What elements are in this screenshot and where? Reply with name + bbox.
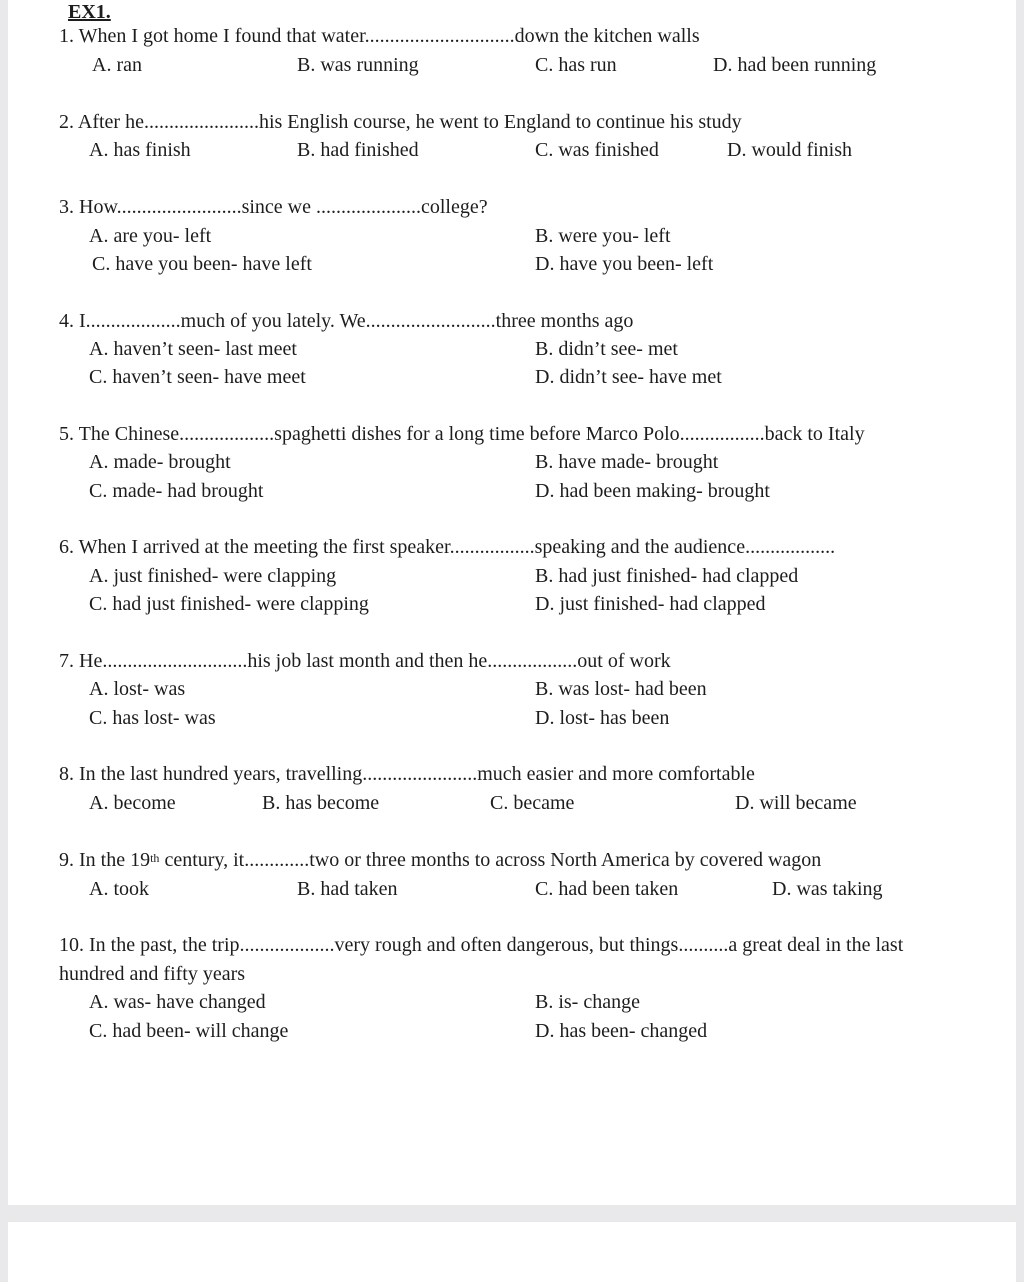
question-2-option-c: C. was finished (535, 139, 659, 161)
question-5-option-b: B. have made- brought (535, 451, 719, 473)
question-4-option-b: B. didn’t see- met (535, 338, 678, 360)
question-7-option-d: D. lost- has been (535, 707, 670, 729)
question-1-option-a: A. ran (92, 54, 142, 76)
question-4-option-c: C. haven’t seen- have meet (89, 366, 306, 388)
question-6-option-d: D. just finished- had clapped (535, 593, 766, 615)
question-10-stem-line-2: hundred and fifty years (59, 963, 246, 985)
question-7-option-b: B. was lost- had been (535, 678, 707, 700)
question-4-option-a: A. haven’t seen- last meet (89, 338, 297, 360)
question-3-stem: 3. How.........................since we .....................college? (59, 196, 488, 218)
question-8-option-a: A. become (89, 792, 176, 814)
question-8-option-c: C. became (490, 792, 575, 814)
question-3-option-d: D. have you been- left (535, 253, 714, 275)
question-1-stem: 1. When I got home I found that water..............................down the kitchen walls (59, 25, 700, 47)
question-9-stem (59, 848, 821, 872)
question-4-stem: 4. I...................much of you lately. We..........................three months ago (59, 310, 634, 332)
next-page-edge (8, 1222, 1016, 1282)
question-2-stem: 2. After he.......................his English course, he went to England to continue his study (59, 111, 742, 133)
question-8-option-d: D. will became (735, 792, 857, 814)
question-6-stem: 6. When I arrived at the meeting the first speaker.................speaking and the audience.................. (59, 536, 836, 558)
question-9-option-c: C. had been taken (535, 878, 679, 900)
question-9-stem-start: 9. In the 19 (59, 849, 151, 871)
question-6-option-c: C. had just finished- were clapping (89, 593, 369, 615)
question-5-option-a: A. made- brought (89, 451, 231, 473)
question-8-stem: 8. In the last hundred years, travelling.......................much easier and more comfortable (59, 763, 755, 785)
question-7-stem: 7. He.............................his job last month and then he..................out of work (59, 650, 671, 672)
question-8-option-b: B. has become (262, 792, 380, 814)
question-5-stem: 5. The Chinese...................spaghetti dishes for a long time before Marco Polo.................back to Italy (59, 423, 865, 445)
exercise-title: EX1. (68, 1, 111, 23)
question-9-ordinal-suffix: th (150, 851, 160, 865)
question-7-option-c: C. has lost- was (89, 707, 216, 729)
question-4-option-d: D. didn’t see- have met (535, 366, 722, 388)
question-6-option-a: A. just finished- were clapping (89, 565, 337, 587)
question-9-option-b: B. had taken (297, 878, 398, 900)
question-3-option-a: A. are you- left (89, 225, 212, 247)
question-7-option-a: A. lost- was (89, 678, 186, 700)
question-5-option-c: C. made- had brought (89, 480, 264, 502)
question-1-option-d: D. had been running (713, 54, 877, 76)
question-1-option-c: C. has run (535, 54, 617, 76)
question-10-option-d: D. has been- changed (535, 1020, 708, 1042)
question-2-option-d: D. would finish (727, 139, 852, 161)
question-9-option-a: A. took (89, 878, 149, 900)
question-10-option-a: A. was- have changed (89, 991, 266, 1013)
question-9-stem-end: century, it.............two or three months to across North America by covered wagon (159, 849, 822, 871)
question-2-option-b: B. had finished (297, 139, 419, 161)
question-3-option-c: C. have you been- have left (92, 253, 312, 275)
question-3-option-b: B. were you- left (535, 225, 671, 247)
question-10-stem-line-1: 10. In the past, the trip...................very rough and often dangerous, but things..........a great deal in the last (59, 934, 904, 956)
question-10-option-b: B. is- change (535, 991, 640, 1013)
question-9-option-d: D. was taking (772, 878, 883, 900)
question-5-option-d: D. had been making- brought (535, 480, 770, 502)
question-10-option-c: C. had been- will change (89, 1020, 289, 1042)
question-6-option-b: B. had just finished- had clapped (535, 565, 799, 587)
question-1-option-b: B. was running (297, 54, 419, 76)
question-2-option-a: A. has finish (89, 139, 191, 161)
